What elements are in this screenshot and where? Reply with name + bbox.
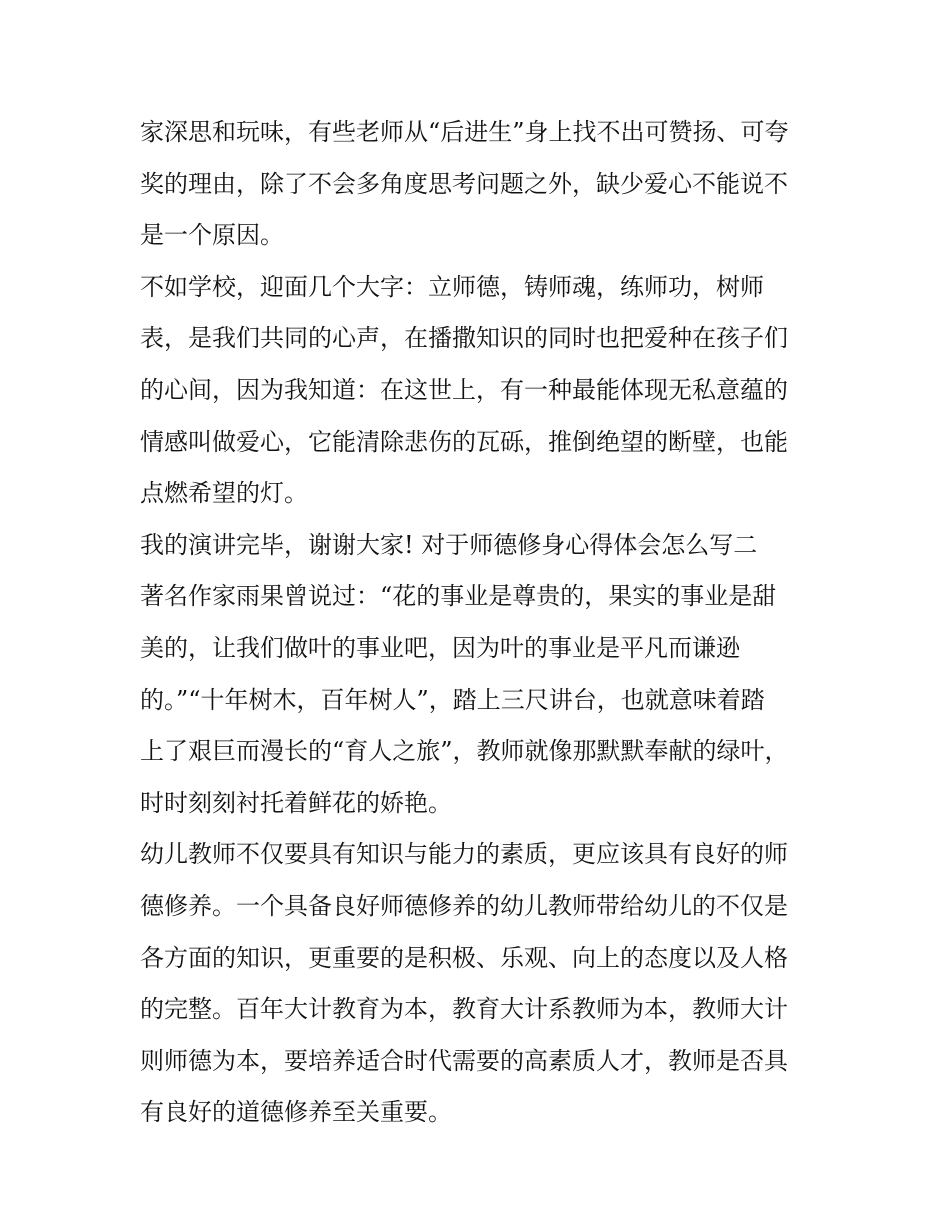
text-line: 点燃希望的灯。 bbox=[140, 479, 308, 508]
text-line: 美的，让我们做叶的事业吧，因为叶的事业是平凡而谦逊 bbox=[140, 633, 740, 662]
text-line: 奖的理由，除了不会多角度思考问题之外，缺少爱心不能说不 bbox=[140, 169, 788, 198]
text-line: 幼儿教师不仅要具有知识与能力的素质，更应该具有良好的师 bbox=[140, 840, 788, 869]
text-line: 上了艰巨而漫长的“育人之旅”，教师就像那默默奉献的绿叶， bbox=[140, 737, 789, 766]
text-line: 的完整。百年大计教育为本，教育大计系教师为本，教师大计 bbox=[140, 995, 788, 1024]
text-line: 有良好的道德修养至关重要。 bbox=[140, 1098, 452, 1127]
text-line: 情感叫做爱心，它能清除悲伤的瓦砾，推倒绝望的断壁，也能 bbox=[140, 427, 788, 456]
text-line: 的心间，因为我知道：在这世上，有一种最能体现无私意蕴的 bbox=[140, 375, 788, 404]
text-line: 则师德为本，要培养适合时代需要的高素质人才，教师是否具 bbox=[140, 1046, 788, 1075]
text-line: 是一个原因。 bbox=[140, 221, 284, 250]
text-line: 德修养。一个具备良好师德修养的幼儿教师带给幼儿的不仅是 bbox=[140, 891, 788, 920]
text-line: 各方面的知识，更重要的是积极、乐观、向上的态度以及人格 bbox=[140, 943, 788, 972]
text-line: 不如学校，迎面几个大字：立师德，铸师魂，练师功，树师 bbox=[140, 272, 764, 301]
text-line: 著名作家雨果曾说过：“花的事业是尊贵的，果实的事业是甜 bbox=[140, 582, 777, 611]
text-line: 我的演讲完毕，谢谢大家! 对于师德修身心得体会怎么写二 bbox=[140, 530, 758, 559]
text-line: 时时刻刻衬托着鲜花的娇艳。 bbox=[140, 788, 452, 817]
text-line: 的。”“十年树木，百年树人”，踏上三尺讲台，也就意味着踏 bbox=[140, 685, 765, 714]
text-line: 表，是我们共同的心声，在播撒知识的同时也把爱种在孩子们 bbox=[140, 324, 788, 353]
document-body bbox=[140, 107, 820, 1139]
text-line: 家深思和玩味，有些老师从“后进生”身上找不出可赞扬、可夸 bbox=[140, 118, 789, 146]
